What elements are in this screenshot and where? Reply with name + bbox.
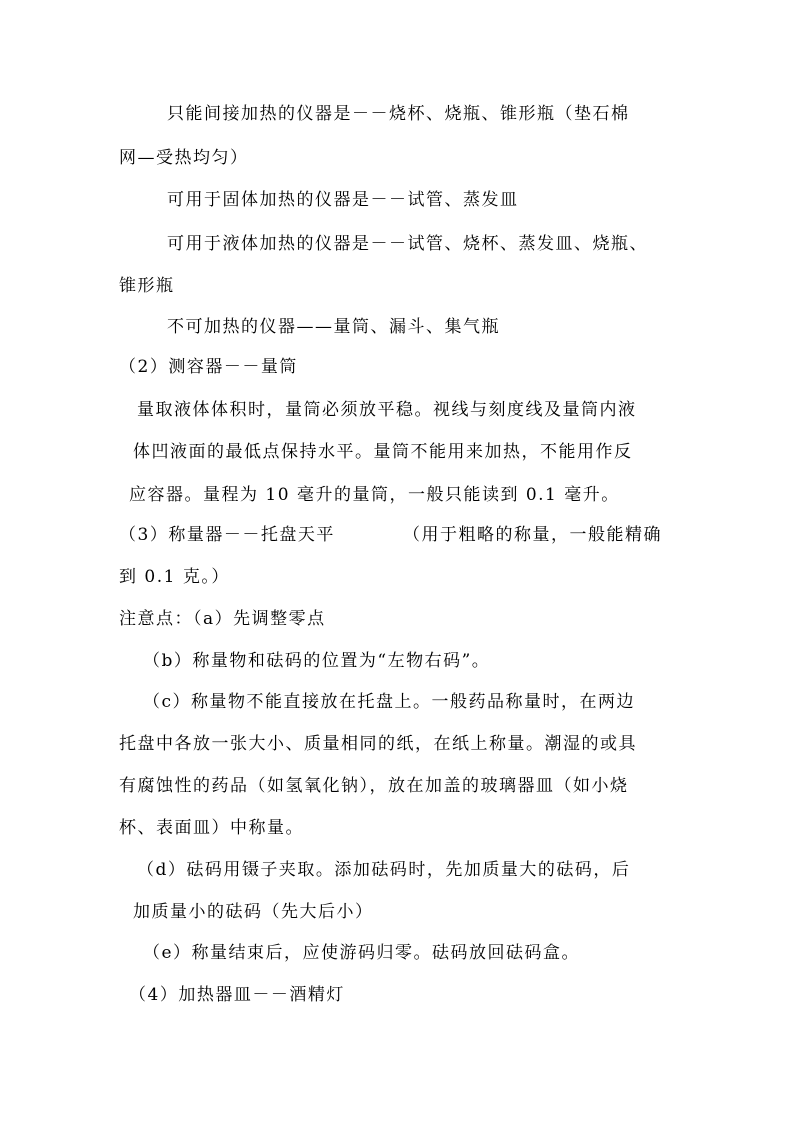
text-line-17: 托盘中各放一张大小、质量相同的纸，在纸上称量。潮湿的或具 [119,734,637,754]
text-line-14: 注意点：（a）先调整零点 [119,609,326,629]
text-line-21: 加质量小的砝码（先大后小） [133,902,374,922]
text-line-1: 只能间接加热的仪器是－－烧杯、烧瓶、锥形瓶（垫石棉 [167,104,630,124]
text-line-4: 可用于液体加热的仪器是－－试管、烧杯、蒸发皿、烧瓶、 [167,234,648,254]
text-line-18: 有腐蚀性的药品（如氢氧化钠），放在加盖的玻璃器皿（如小烧 [119,776,629,796]
text-line-8: 量取液体体积时，量筒必须放平稳。视线与刻度线及量筒内液 [137,400,637,420]
text-line-2: 网—受热均匀） [119,148,249,168]
text-line-9: 体凹液面的最低点保持水平。量筒不能用来加热，不能用作反 [133,442,633,462]
text-line-10: 应容器。量程为 10 毫升的量筒，一般只能读到 0.1 毫升。 [129,485,620,505]
text-line-11: （3）称量器－－托盘天平 [119,525,335,545]
text-line-13: 到 0.1 克。） [119,567,230,587]
text-line-5: 锥形瓶 [119,276,175,296]
text-line-12: （用于粗略的称量，一般能精确 [403,525,662,545]
text-line-16: （c）称量物不能直接放在托盘上。一般药品称量时，在两边 [143,692,636,712]
text-line-20: （d）砝码用镊子夹取。添加砝码时，先加质量大的砝码，后 [137,860,631,880]
text-line-3: 可用于固体加热的仪器是－－试管、蒸发皿 [167,190,519,210]
text-line-7: （2）测容器－－量筒 [119,357,298,377]
text-line-23: （4）加热器皿－－酒精灯 [129,985,345,1005]
text-line-15: （b）称量物和砝码的位置为“左物右码”。 [143,651,491,671]
text-line-22: （e）称量结束后，应使游码归零。砝码放回砝码盒。 [143,943,581,963]
text-line-6: 不可加热的仪器——量筒、漏斗、集气瓶 [167,317,500,337]
text-line-19: 杯、表面皿）中称量。 [119,818,304,838]
